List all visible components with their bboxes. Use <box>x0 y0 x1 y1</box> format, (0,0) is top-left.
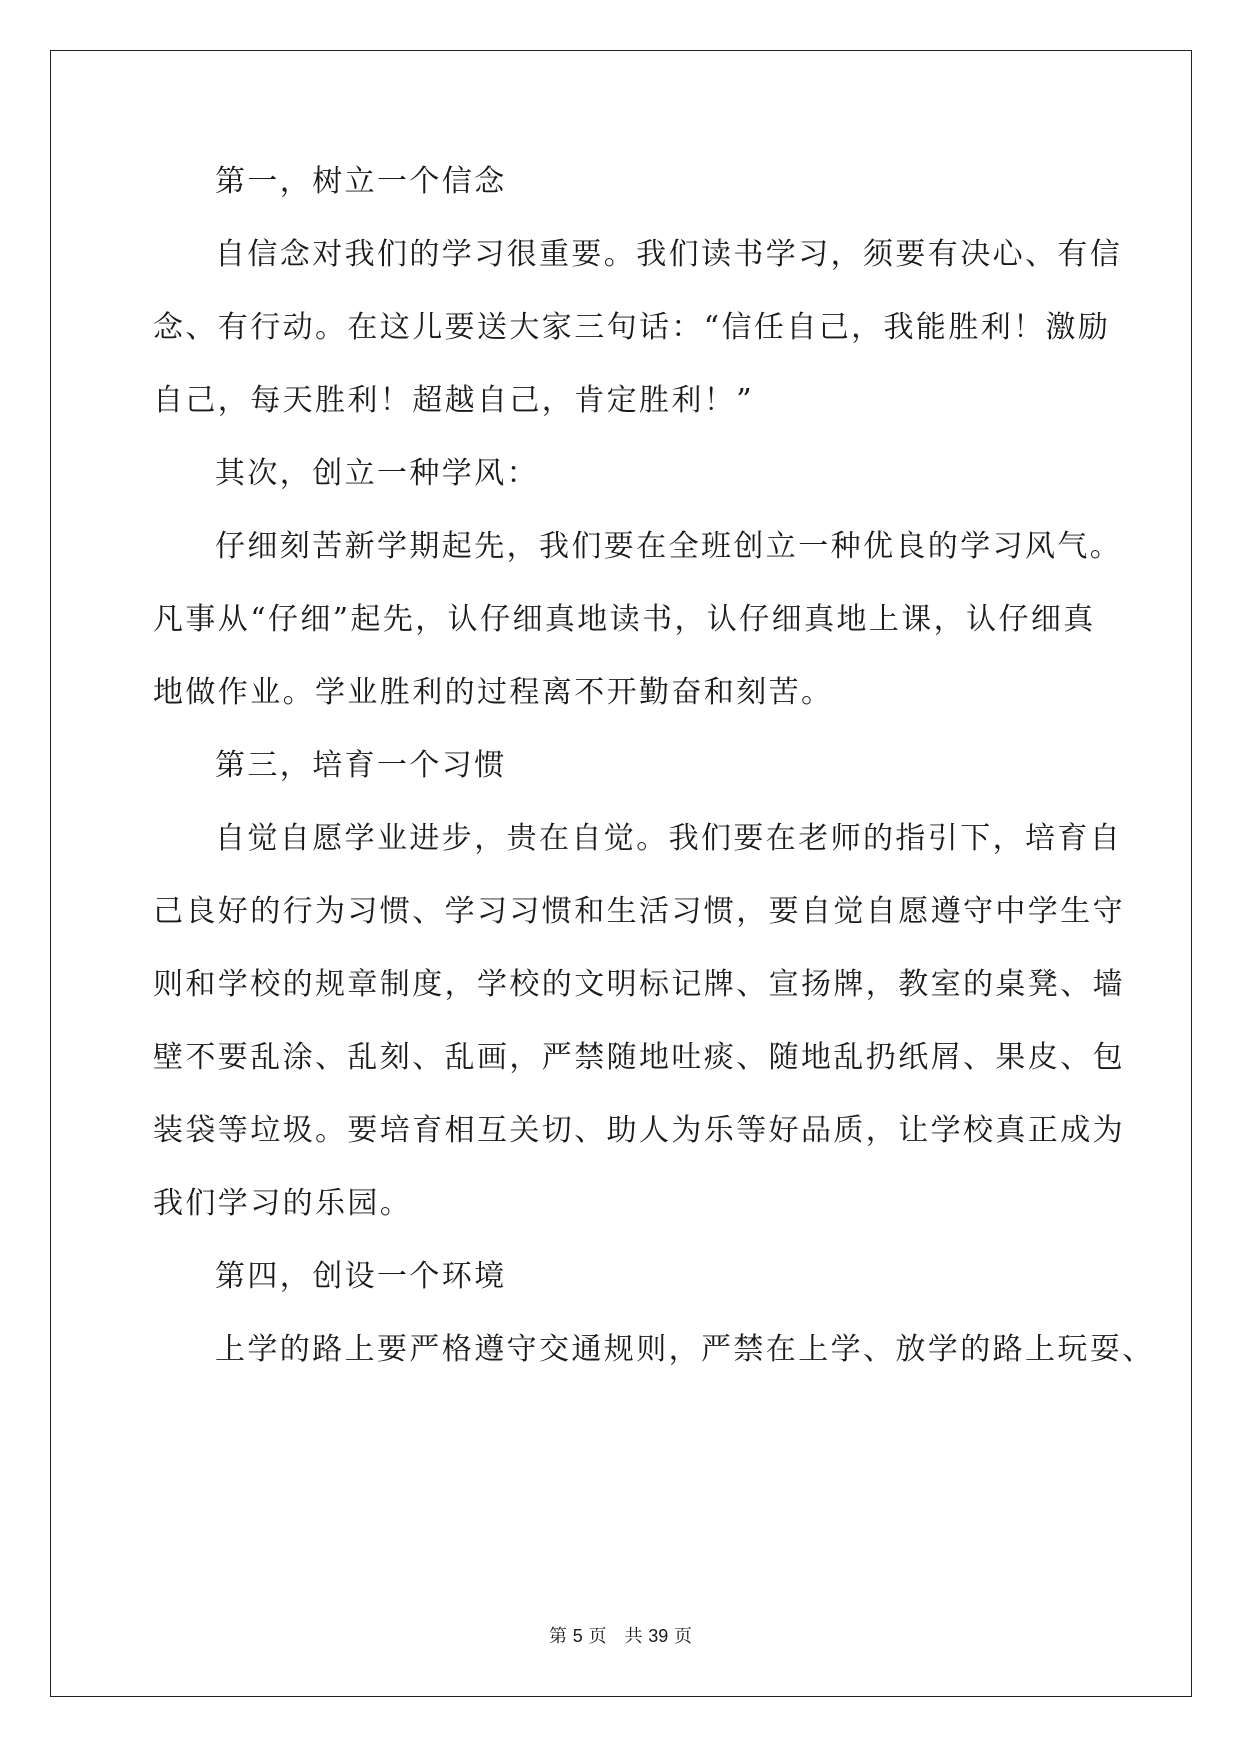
text-line: 己良好的行为习惯、学习习惯和生活习惯，要自觉自愿遵守中学生守 <box>153 894 1125 929</box>
text-line: 壁不要乱涂、乱刻、乱画，严禁随地吐痰、随地乱扔纸屑、果皮、包 <box>153 1040 1125 1075</box>
text-line: 上学的路上要严格遵守交通规则，严禁在上学、放学的路上玩耍、 <box>215 1332 1155 1367</box>
current-page-number: 5 <box>572 1626 583 1646</box>
page-border <box>50 50 1192 1697</box>
text-line: 则和学校的规章制度，学校的文明标记牌、宣扬牌，教室的桌凳、墙 <box>153 967 1125 1002</box>
page-footer <box>0 1622 1241 1648</box>
text-line: 仔细刻苦新学期起先，我们要在全班创立一种优良的学习风气。 <box>215 529 1123 564</box>
text-line: 地做作业。学业胜利的过程离不开勤奋和刻苦。 <box>153 675 834 710</box>
heading-4: 第四，创设一个环境 <box>215 1259 507 1294</box>
text-line: 装袋等垃圾。要培育相互关切、助人为乐等好品质，让学校真正成为 <box>153 1113 1125 1148</box>
heading-1: 第一，树立一个信念 <box>215 164 507 199</box>
footer-prefix: 第 <box>549 1626 567 1647</box>
total-page-number: 39 <box>648 1626 669 1646</box>
heading-3: 第三，培育一个习惯 <box>215 748 507 783</box>
footer-mid: 页 共 <box>588 1626 643 1647</box>
text-line: 自己，每天胜利！超越自己，肯定胜利！” <box>153 383 754 418</box>
text-line: 自觉自愿学业进步，贵在自觉。我们要在老师的指引下，培育自 <box>215 821 1123 856</box>
text-line: 我们学习的乐园。 <box>153 1186 413 1221</box>
text-line: 凡事从“仔细”起先，认仔细真地读书，认仔细真地上课，认仔细真 <box>153 602 1096 637</box>
text-line: 念、有行动。在这儿要送大家三句话：“信任自己，我能胜利！激励 <box>153 310 1111 345</box>
heading-2: 其次，创立一种学风： <box>215 456 539 491</box>
footer-suffix: 页 <box>673 1626 692 1647</box>
text-line: 自信念对我们的学习很重要。我们读书学习，须要有决心、有信 <box>215 237 1123 272</box>
